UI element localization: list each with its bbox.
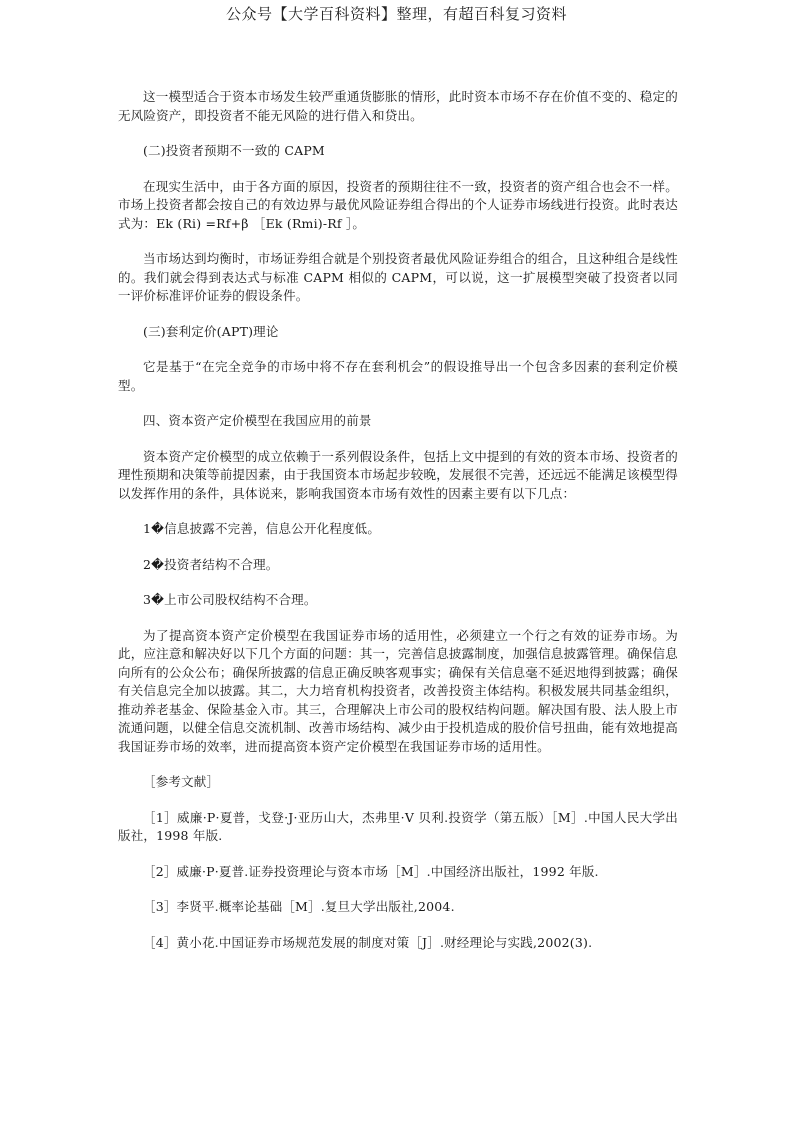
paragraph-inflation-model: 这一模型适合于资本市场发生较严重通货膨胀的情形，此时资本市场不存在价值不变的、稳定的无风险资产，即投资者不能无风险的进行借入和贷出。 bbox=[118, 89, 678, 123]
section-heading-prospects: 四、资本资产定价模型在我国应用的前景 bbox=[143, 413, 372, 428]
references-heading: ［参考文献］ bbox=[143, 774, 220, 789]
section-heading-apt: (三)套利定价(APT)理论 bbox=[143, 323, 279, 339]
reference-item-1: ［1］威廉·P·夏普，戈登·J·亚历山大，杰弗里·V 贝利.投资学（第五版）［M］.中国人民大学出版社，1998 年版. bbox=[118, 809, 678, 843]
page-header: 公众号【大学百科资料】整理，有超百科复习资料 bbox=[225, 5, 567, 23]
list-item-disclosure: 1�信息披露不完善，信息公开化程度低。 bbox=[143, 521, 381, 536]
paragraph-market-equilibrium: 当市场达到均衡时，市场证券组合就是个别投资者最优风险证券组合的组合，且这种组合是线性的。我们就会得到表达式与标准 CAPM 相似的 CAPM，可以说，这一扩展模型突破了投资者以同一评价标准评价证券的假设条件。 bbox=[118, 251, 678, 303]
paragraph-prospects: 资本资产定价模型的成立依赖于一系列假设条件，包括上文中提到的有效的资本市场、投资者的理性预期和决策等前提因素，由于我国资本市场起步较晚，发展很不完善，还远远不能满足该模型得以发挥作用的条件，具体说来，影响我国资本市场有效性的因素主要有以下几点： bbox=[118, 448, 678, 501]
list-item-equity-structure: 3�上市公司股权结构不合理。 bbox=[143, 592, 317, 607]
paragraph-heterogeneous-expectations: 在现实生活中，由于各方面的原因，投资者的预期往往不一致，投资者的资产组合也会不一样。市场上投资者都会按自己的有效边界与最优风险证券组合得出的个人证券市场线进行投资。此时表达式为：Ek (Ri) =Rf+β ［Ek (Rmi)-Rf ］。 bbox=[118, 178, 678, 231]
reference-item-3: ［3］李贤平.概率论基础［M］.复旦大学出版社,2004. bbox=[143, 899, 455, 914]
reference-item-2: ［2］威廉·P·夏普.证券投资理论与资本市场［M］.中国经济出版社，1992 年版. bbox=[143, 863, 599, 879]
document-body bbox=[118, 88, 678, 969]
list-item-investor-structure: 2�投资者结构不合理。 bbox=[143, 556, 279, 572]
reference-item-4: ［4］黄小花.中国证券市场规范发展的制度对策［J］.财经理论与实践,2002(3). bbox=[143, 934, 593, 950]
section-heading-heterogeneous-capm: (二)投资者预期不一致的 CAPM bbox=[143, 143, 325, 158]
paragraph-apt-description: 它是基于“在完全竞争的市场中将不存在套利机会”的假设推导出一个包含多因素的套利定价模型。 bbox=[118, 359, 678, 393]
paragraph-recommendations: 为了提高资本资产定价模型在我国证券市场的适用性，必须建立一个行之有效的证券市场。为此，应注意和解决好以下几个方面的问题：其一，完善信息披露制度，加强信息披露管理。确保信息向所有的公众公布；确保所披露的信息正确反映客观事实；确保有关信息毫不延迟地得到披露；确保有关信息完全加以披露。其二，大力培育机构投资者，改善投资主体结构。积极发展共同基金组织，推动养老基金、保险基金入市。其三，合理解决上市公司的股权结构问题。解决国有股、法人股上市流通问题，以健全信息交流机制、改善市场结构、减少由于投机造成的股价信号扭曲，能有效地提高我国证券市场的效率，进而提高资本资产定价模型在我国证券市场的适用性。 bbox=[118, 627, 678, 754]
